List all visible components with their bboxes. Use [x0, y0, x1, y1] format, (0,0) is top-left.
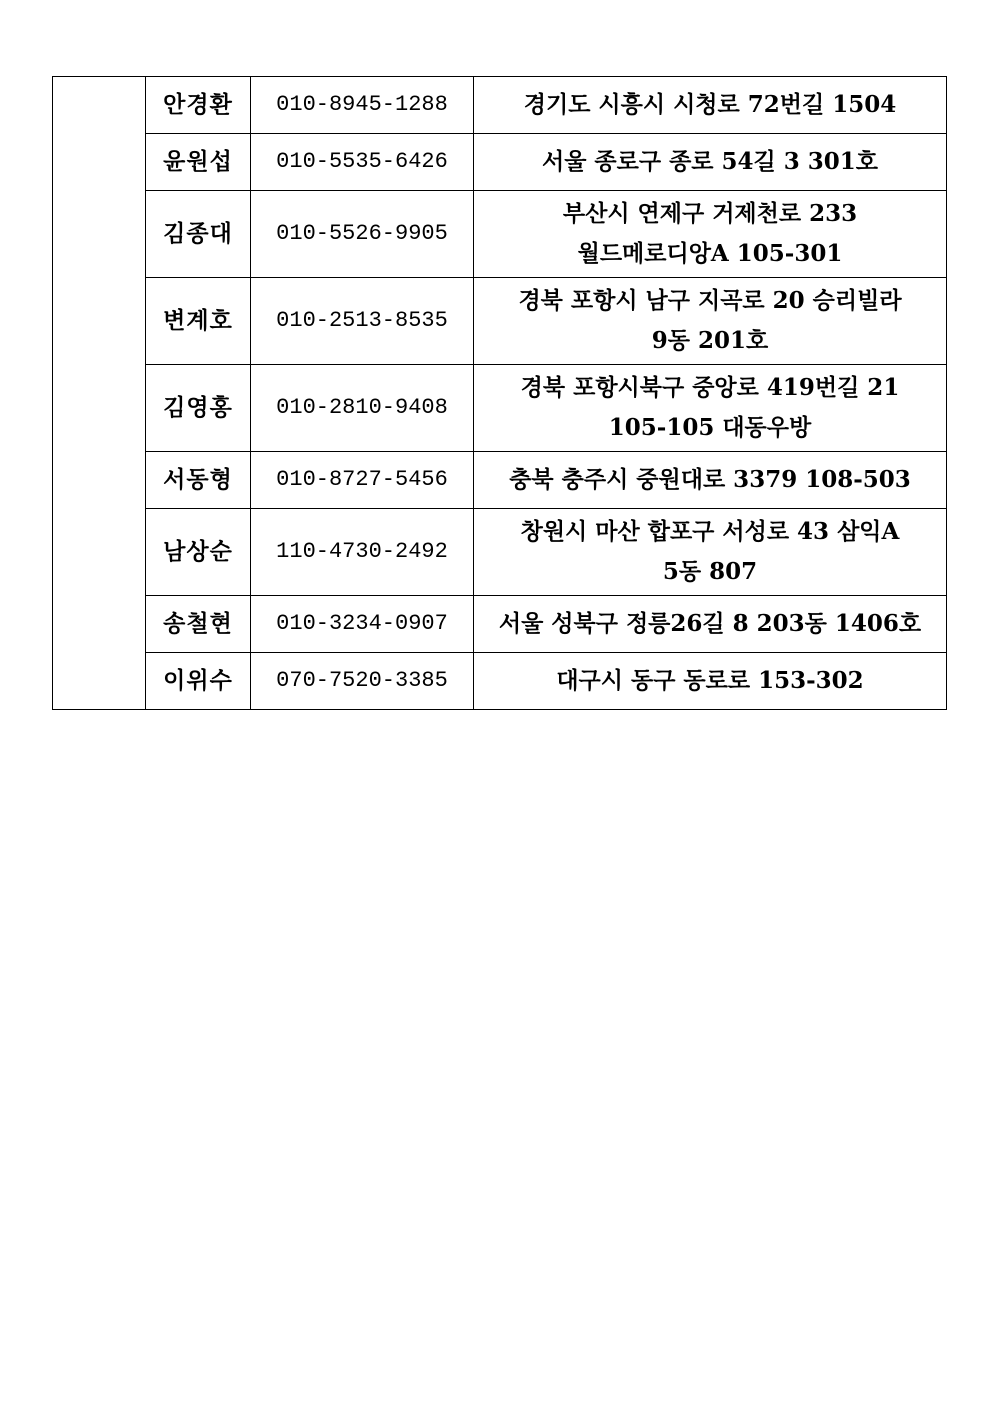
- contact-table: [52, 76, 947, 710]
- table-row: [53, 278, 947, 365]
- contact-name: 변계호: [146, 278, 251, 365]
- address-line: 충북 충주시 중원대로 3379 108-503: [509, 466, 911, 493]
- address-line: 경북 포항시 남구 지곡로 20 승리빌라: [518, 287, 902, 314]
- address-line: 부산시 연제구 거제천로 233: [562, 200, 858, 227]
- table-row: [53, 509, 947, 596]
- address-line: 서울 종로구 종로 54길 3 301호: [541, 148, 879, 175]
- contact-address: [474, 653, 947, 710]
- contact-name: 이위수: [146, 653, 251, 710]
- address-line: 경북 포항시북구 중앙로 419번길 21: [520, 374, 900, 401]
- table-row: [53, 191, 947, 278]
- contact-address: [474, 134, 947, 191]
- address-line: 9동 201호: [651, 327, 769, 354]
- table-row: [53, 596, 947, 653]
- contact-address: [474, 365, 947, 452]
- contact-address: [474, 596, 947, 653]
- address-line: 경기도 시흥시 시청로 72번길 1504: [523, 91, 897, 118]
- table-row: [53, 365, 947, 452]
- address-line: 서울 성북구 정릉26길 8 203동 1406호: [498, 610, 922, 637]
- contact-name: 남상순: [146, 509, 251, 596]
- contact-phone: 010-8727-5456: [251, 452, 474, 509]
- group-cell: [53, 77, 146, 710]
- contact-name: 안경환: [146, 77, 251, 134]
- contact-name: 김종대: [146, 191, 251, 278]
- contact-name: 서동형: [146, 452, 251, 509]
- address-line: 월드메로디앙A 105-301: [577, 240, 843, 267]
- contact-phone: 010-2810-9408: [251, 365, 474, 452]
- contact-phone: 010-5526-9905: [251, 191, 474, 278]
- contact-name: 송철현: [146, 596, 251, 653]
- contact-phone: 070-7520-3385: [251, 653, 474, 710]
- table-row: [53, 452, 947, 509]
- table-row: [53, 77, 947, 134]
- contact-address: [474, 77, 947, 134]
- address-line: 창원시 마산 합포구 서성로 43 삼익A: [520, 518, 900, 545]
- contact-address: [474, 278, 947, 365]
- table-row: [53, 653, 947, 710]
- address-line: 105-105 대동우방: [608, 414, 812, 441]
- contact-phone: 010-3234-0907: [251, 596, 474, 653]
- address-line: 대구시 동구 동로로 153-302: [556, 667, 864, 694]
- address-line: 5동 807: [662, 558, 758, 585]
- contact-address: [474, 452, 947, 509]
- table-row: [53, 134, 947, 191]
- contact-phone: 010-8945-1288: [251, 77, 474, 134]
- contact-name: 김영홍: [146, 365, 251, 452]
- contact-phone: 010-2513-8535: [251, 278, 474, 365]
- contact-phone: 010-5535-6426: [251, 134, 474, 191]
- contact-address: [474, 509, 947, 596]
- contact-address: [474, 191, 947, 278]
- contact-phone: 110-4730-2492: [251, 509, 474, 596]
- contact-name: 윤원섭: [146, 134, 251, 191]
